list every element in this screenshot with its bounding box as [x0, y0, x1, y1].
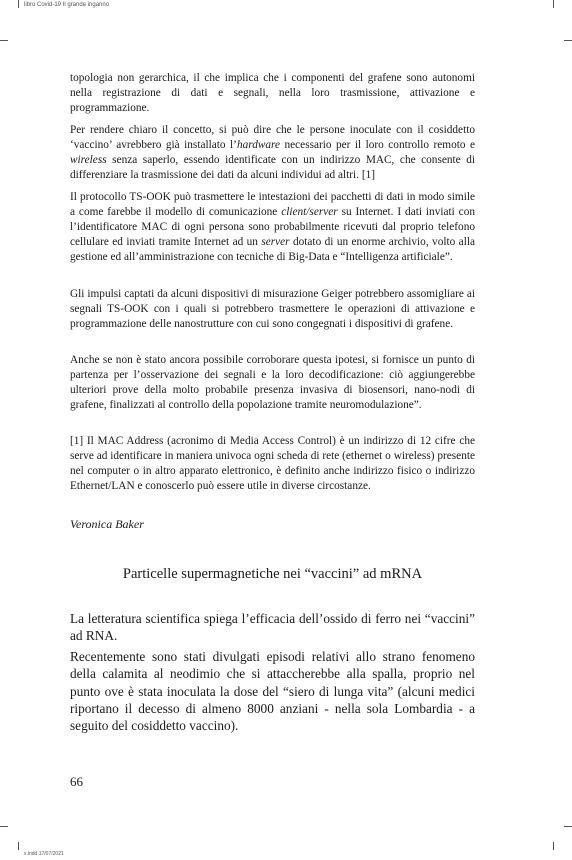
crop-mark	[553, 842, 554, 850]
page-number: 66	[70, 774, 83, 789]
paragraph: Gli impulsi captati da alcuni dispositivi di misurazione Geiger potrebbero assomigliare ai segnali TS-OOK con i quali si potrebbero trasmettere le operazioni di attivazione e programmazione delle nanostrutture con cui sono congegnati i dispositivi di grafene.	[70, 288, 475, 330]
print-header-note: libro Covid-19 Il grande inganno	[24, 2, 110, 8]
crop-mark	[553, 0, 554, 8]
paragraph: La letteratura scientifica spiega l’efficacia dell’ossido di ferro nei “vaccini” ad RNA.	[70, 611, 475, 644]
crop-mark	[564, 826, 572, 827]
footnote: [1] Il MAC Address (acronimo di Media Access Control) è un indirizzo di 12 cifre che serve ad identificare in maniera univoca ogni scheda di rete (ethernet o wireless) presente nel computer o in altro apparato elettronico, è definito anche indirizzo fisico o indirizzo Ethernet/LAN e conoscerlo può essere utile in diverse circostanze.	[70, 435, 475, 492]
crop-mark	[0, 40, 8, 41]
author-signature: Veronica Baker	[70, 517, 144, 531]
crop-mark	[18, 0, 19, 8]
paragraph: Anche se non è stato ancora possibile corroborare questa ipotesi, si fornisce un punto di partenza per l’osservazione dei segnali e la loro decodificazione: ciò aggiungerebbe ulteriori prove della molto probabile presenza invasiva di biosensori, nano-nodi di grafene, finalizzati al controllo della popolazione tramite neuromodulazione”.	[70, 354, 475, 411]
paragraph: Il protocollo TS-OOK può trasmettere le intestazioni dei pacchetti di dati in modo simile a come farebbe il modello di comunicazione client/server su Internet. I dati inviati con l’identificatore MAC di ogni persona sono probabilmente ricevuti dal proprio telefono cellulare ed inviati tramite Internet ad un server dotato di un enorme archivio, volto alla gestione ed all’amministrazione con tecniche di Big-Data e “Intelligenza artificiale”.	[70, 191, 475, 263]
crop-mark	[564, 40, 572, 41]
print-footer-note: x.indd 17/07/2021	[24, 851, 64, 857]
crop-mark	[18, 842, 19, 850]
paragraph: Recentemente sono stati divulgati episodi relativi allo strano fenomeno della calamita al neodimio che si attaccherebbe alla spalla, proprio nel punto ove è stata inoculata la dose del “siero di lunga vita” (alcuni medici riportano il decesso di almeno 8000 anziani - nella sola Lombardia - a seguito del cosiddetto vaccino).	[70, 649, 475, 734]
section-heading: Particelle supermagnetiche nei “vaccini” ad mRNA	[122, 566, 423, 582]
crop-mark	[0, 826, 8, 827]
paragraph: Per rendere chiaro il concetto, si può dire che le persone inoculate con il cosiddetto ‘vaccino’ avrebbero già installato l’hardware necessario per il loro controllo remoto e wireless senza saperlo, essendo identificate con un indirizzo MAC, che consente di differenziare la trasmissione dei dati da alcuni individui ad altri. [1]	[70, 124, 476, 181]
paragraph: topologia non gerarchica, il che implica che i componenti del grafene sono autonomi nella registrazione di dati e segnali, nella loro trasmissione, attivazione e programmazione.	[70, 72, 475, 114]
